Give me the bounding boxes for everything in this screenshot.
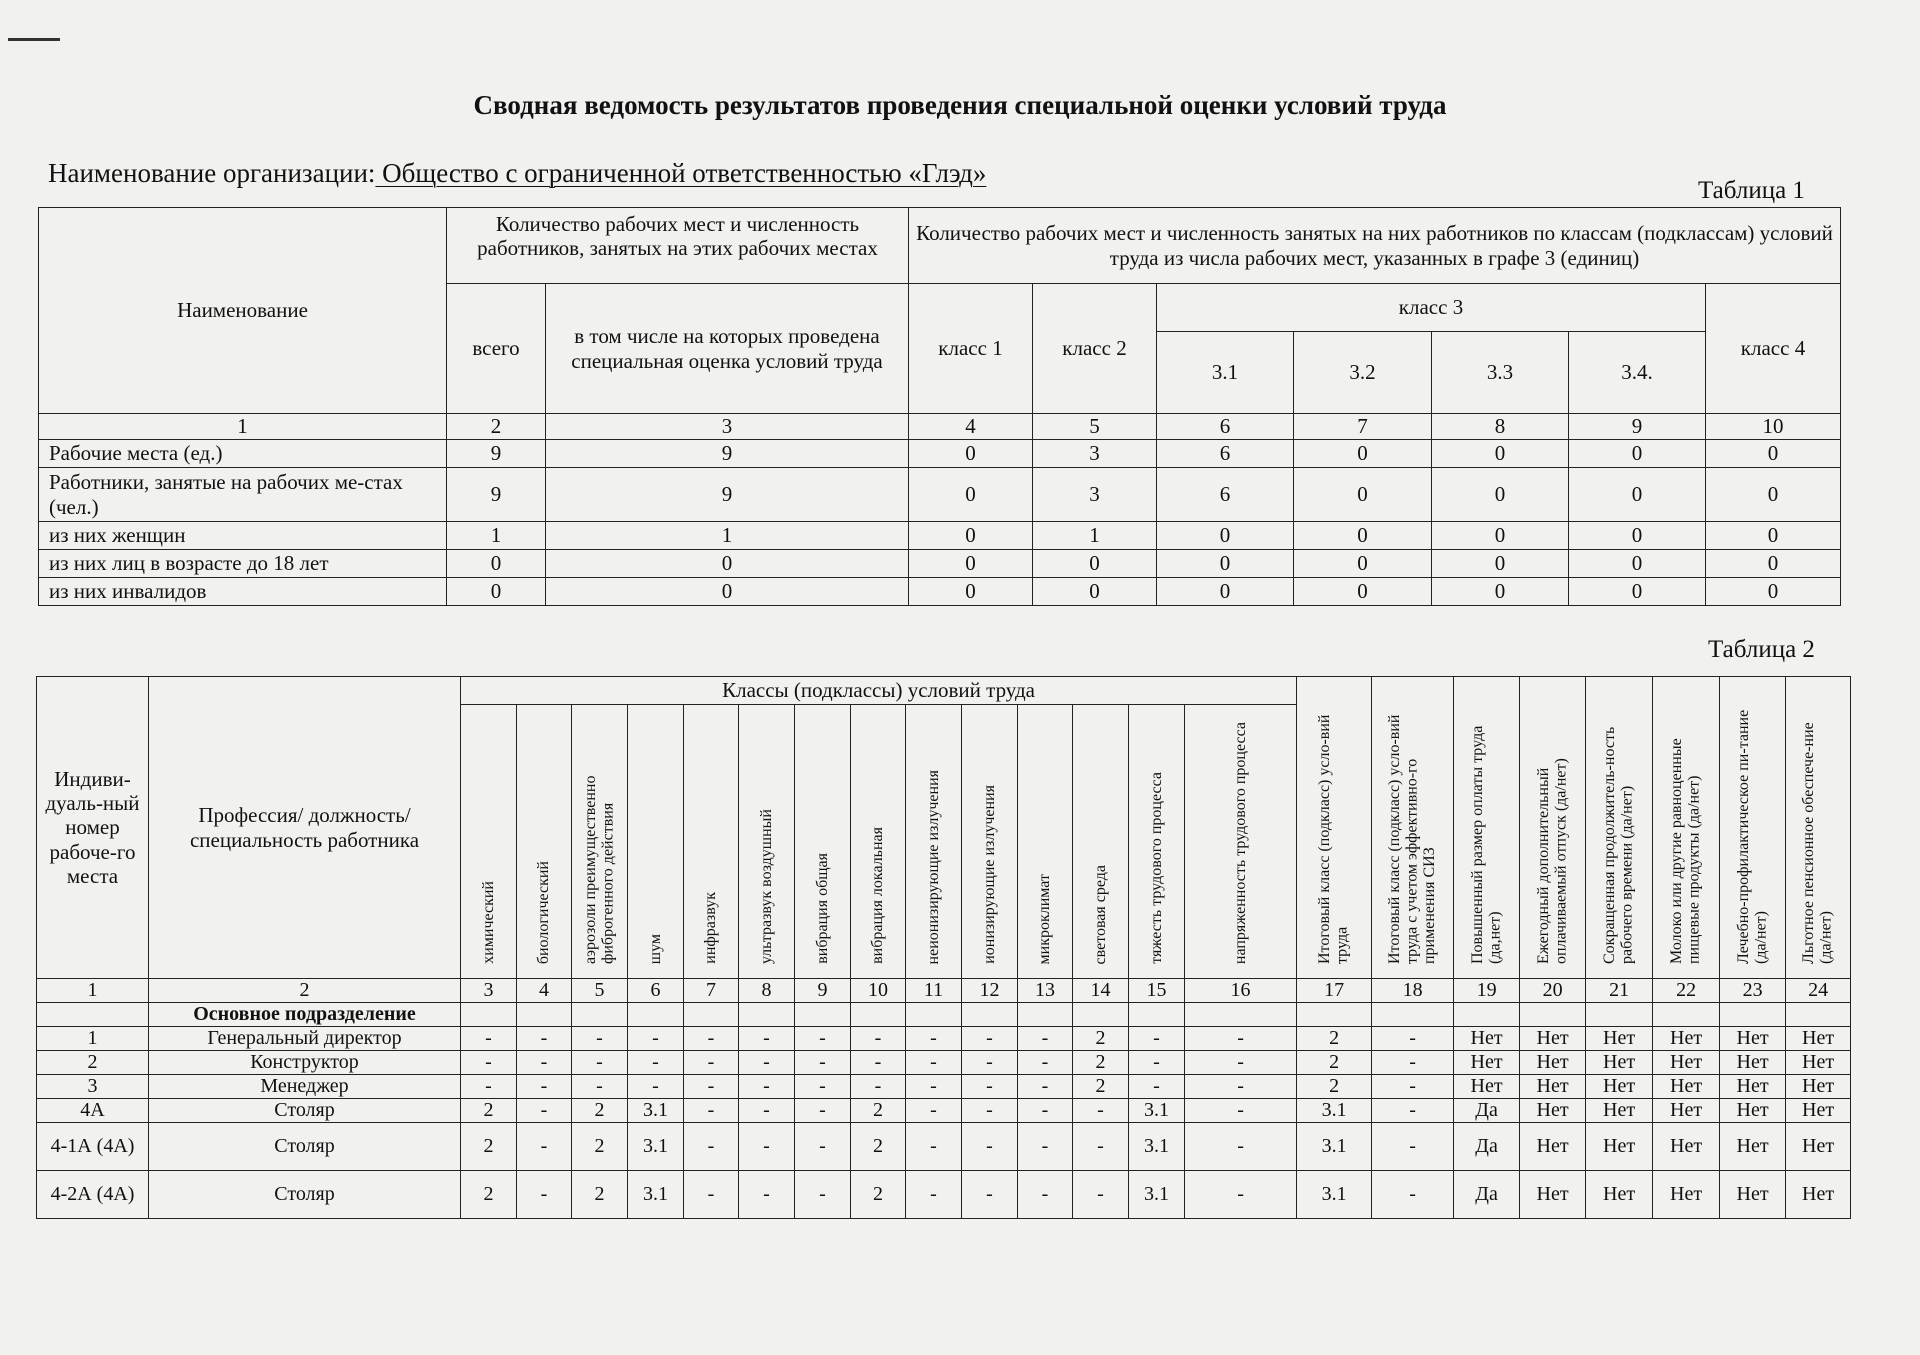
cell: 2 bbox=[461, 1171, 517, 1219]
cell: - bbox=[517, 1123, 572, 1171]
cell: 0 bbox=[1706, 522, 1841, 550]
cell: 0 bbox=[909, 440, 1033, 468]
cell: 0 bbox=[1294, 468, 1432, 522]
cell: Нет bbox=[1786, 1027, 1851, 1051]
col-number: 1 bbox=[39, 414, 447, 440]
cell: - bbox=[1185, 1075, 1297, 1099]
cell: - bbox=[906, 1027, 962, 1051]
table-row bbox=[37, 1075, 1851, 1099]
col-number: 4 bbox=[909, 414, 1033, 440]
cell: 9 bbox=[546, 468, 909, 522]
cell: 0 bbox=[447, 550, 546, 578]
cell: - bbox=[1372, 1051, 1454, 1075]
col-number: 10 bbox=[851, 979, 906, 1003]
cell: - bbox=[795, 1123, 851, 1171]
header-classes: Классы (подклассы) условий труда bbox=[461, 677, 1297, 705]
factor-infrasound: инфразвук bbox=[684, 705, 739, 979]
column-number-row bbox=[39, 414, 1841, 440]
header-classes-group: Количество рабочих мест и численность занятых на них работников по классам (подклассам) условий труда из числа рабочих мест, указанных в графе 3 (единиц) bbox=[909, 208, 1841, 284]
cell: 3.1 bbox=[1129, 1123, 1185, 1171]
cell: - bbox=[1073, 1171, 1129, 1219]
header-sub-3-4: 3.4. bbox=[1569, 332, 1706, 414]
cell: Нет bbox=[1520, 1051, 1586, 1075]
header-class2: класс 2 bbox=[1033, 284, 1157, 414]
col-number: 18 bbox=[1372, 979, 1454, 1003]
cell: 0 bbox=[1706, 440, 1841, 468]
table-row bbox=[39, 440, 1841, 468]
factor-ionizing: ионизирующие излучения bbox=[962, 705, 1018, 979]
profession-name: Менеджер bbox=[149, 1075, 461, 1099]
header-sub-3-2: 3.2 bbox=[1294, 332, 1432, 414]
cell: - bbox=[572, 1027, 628, 1051]
cell: - bbox=[1372, 1075, 1454, 1099]
cell: Нет bbox=[1586, 1075, 1653, 1099]
cell: - bbox=[461, 1051, 517, 1075]
cell: 0 bbox=[1157, 550, 1294, 578]
cell: 2 bbox=[1297, 1027, 1372, 1051]
cell: 0 bbox=[1706, 550, 1841, 578]
cell: - bbox=[684, 1123, 739, 1171]
cell: - bbox=[517, 1027, 572, 1051]
cell: 2 bbox=[461, 1099, 517, 1123]
cell: - bbox=[684, 1051, 739, 1075]
cell: 9 bbox=[447, 468, 546, 522]
cell: - bbox=[906, 1171, 962, 1219]
col-number: 17 bbox=[1297, 979, 1372, 1003]
cell: - bbox=[684, 1171, 739, 1219]
header-count-group: Количество рабочих мест и численность работников, занятых на этих рабочих местах bbox=[447, 208, 909, 284]
cell: - bbox=[684, 1027, 739, 1051]
cell: Нет bbox=[1786, 1123, 1851, 1171]
factor-lighting: световая среда bbox=[1073, 705, 1129, 979]
cell: Нет bbox=[1653, 1171, 1720, 1219]
cell: - bbox=[517, 1099, 572, 1123]
cell: Нет bbox=[1653, 1051, 1720, 1075]
column-number-row bbox=[37, 979, 1851, 1003]
cell: - bbox=[461, 1027, 517, 1051]
cell: - bbox=[795, 1099, 851, 1123]
cell: 1 bbox=[1033, 522, 1157, 550]
col-number: 13 bbox=[1018, 979, 1073, 1003]
cell: 2 bbox=[851, 1123, 906, 1171]
cell: 0 bbox=[1157, 578, 1294, 606]
cell: 0 bbox=[1432, 578, 1569, 606]
cell: 2 bbox=[1297, 1051, 1372, 1075]
cell: - bbox=[851, 1051, 906, 1075]
cell: Нет bbox=[1586, 1027, 1653, 1051]
factor-noise: шум bbox=[628, 705, 684, 979]
cell: - bbox=[739, 1027, 795, 1051]
header-assessed: в том числе на которых проведена специальная оценка условий труда bbox=[546, 284, 909, 414]
factor-intensity: напряженность трудового процесса bbox=[1185, 705, 1297, 979]
cell: 0 bbox=[1432, 522, 1569, 550]
col-number: 23 bbox=[1720, 979, 1786, 1003]
workplace-id: 2 bbox=[37, 1051, 149, 1075]
profession-name: Генеральный директор bbox=[149, 1027, 461, 1051]
cell: - bbox=[461, 1075, 517, 1099]
workplace-id: 4А bbox=[37, 1099, 149, 1123]
cell: - bbox=[572, 1051, 628, 1075]
col-number: 19 bbox=[1454, 979, 1520, 1003]
col-number: 3 bbox=[461, 979, 517, 1003]
cell: 0 bbox=[909, 522, 1033, 550]
cell: - bbox=[628, 1075, 684, 1099]
header-extra-leave: Ежегодный дополнительный оплачиваемый отпуск (да/нет) bbox=[1520, 677, 1586, 979]
workplace-id: 4-2А (4А) bbox=[37, 1171, 149, 1219]
factor-ultrasound: ультразвук воздушный bbox=[739, 705, 795, 979]
workplace-id: 1 bbox=[37, 1027, 149, 1051]
cell: Нет bbox=[1786, 1075, 1851, 1099]
cell: 0 bbox=[1569, 578, 1706, 606]
col-number: 4 bbox=[517, 979, 572, 1003]
header-milk: Молоко или другие равноценные пищевые продукты (да/нет) bbox=[1653, 677, 1720, 979]
cell: - bbox=[684, 1075, 739, 1099]
header-sub-3-1: 3.1 bbox=[1157, 332, 1294, 414]
factor-general-vibration: вибрация общая bbox=[795, 705, 851, 979]
cell: - bbox=[795, 1027, 851, 1051]
row-label: из них лиц в возрасте до 18 лет bbox=[39, 550, 447, 578]
cell: - bbox=[851, 1075, 906, 1099]
cell: - bbox=[1018, 1075, 1073, 1099]
header-class4: класс 4 bbox=[1706, 284, 1841, 414]
factor-severity: тяжесть трудового процесса bbox=[1129, 705, 1185, 979]
col-number: 2 bbox=[149, 979, 461, 1003]
cell: - bbox=[739, 1051, 795, 1075]
cell: - bbox=[1372, 1123, 1454, 1171]
cell: 0 bbox=[1294, 522, 1432, 550]
col-number: 22 bbox=[1653, 979, 1720, 1003]
header-class3: класс 3 bbox=[1157, 284, 1706, 332]
cell: - bbox=[962, 1123, 1018, 1171]
cell: - bbox=[1372, 1027, 1454, 1051]
cell: Нет bbox=[1720, 1099, 1786, 1123]
cell: - bbox=[739, 1075, 795, 1099]
cell: - bbox=[1018, 1051, 1073, 1075]
workplace-id: 3 bbox=[37, 1075, 149, 1099]
col-number: 3 bbox=[546, 414, 909, 440]
organization-line bbox=[48, 158, 986, 189]
cell: Нет bbox=[1454, 1075, 1520, 1099]
cell: - bbox=[962, 1027, 1018, 1051]
cell: Нет bbox=[1653, 1027, 1720, 1051]
table-row bbox=[37, 1171, 1851, 1219]
header-name: Наименование bbox=[39, 208, 447, 414]
cell: 3.1 bbox=[628, 1123, 684, 1171]
organization-name: Общество с ограниченной ответственностью «Глэд» bbox=[375, 158, 987, 188]
col-number: 14 bbox=[1073, 979, 1129, 1003]
cell: - bbox=[1185, 1171, 1297, 1219]
cell: 0 bbox=[1294, 550, 1432, 578]
cell: Нет bbox=[1520, 1075, 1586, 1099]
cell: - bbox=[628, 1027, 684, 1051]
cell: - bbox=[795, 1051, 851, 1075]
scan-mark bbox=[8, 38, 60, 41]
header-increased-pay: Повышенный размер оплаты труда (да,нет) bbox=[1454, 677, 1520, 979]
table-row bbox=[37, 1123, 1851, 1171]
summary-table bbox=[38, 207, 1841, 606]
cell: Нет bbox=[1520, 1123, 1586, 1171]
workplace-table bbox=[36, 676, 1851, 1219]
cell: 2 bbox=[1073, 1075, 1129, 1099]
cell: 3 bbox=[1033, 468, 1157, 522]
cell: Нет bbox=[1720, 1171, 1786, 1219]
cell: Нет bbox=[1653, 1099, 1720, 1123]
cell: Нет bbox=[1454, 1027, 1520, 1051]
col-number: 5 bbox=[1033, 414, 1157, 440]
factor-local-vibration: вибрация локальная bbox=[851, 705, 906, 979]
cell: - bbox=[517, 1171, 572, 1219]
table-row bbox=[39, 578, 1841, 606]
header-medical-nutrition: Лечебно-профилактическое пи-тание (да/нет) bbox=[1720, 677, 1786, 979]
cell: Нет bbox=[1520, 1099, 1586, 1123]
cell: Нет bbox=[1454, 1051, 1520, 1075]
cell: - bbox=[906, 1123, 962, 1171]
cell: Нет bbox=[1720, 1123, 1786, 1171]
cell: 3.1 bbox=[1297, 1123, 1372, 1171]
cell: - bbox=[1185, 1051, 1297, 1075]
cell: 2 bbox=[1297, 1075, 1372, 1099]
department-row bbox=[37, 1003, 1851, 1027]
table-row bbox=[37, 1051, 1851, 1075]
cell: Нет bbox=[1586, 1171, 1653, 1219]
cell: 0 bbox=[909, 578, 1033, 606]
header-workplace-id: Индиви-дуаль-ный номер рабоче-го места bbox=[37, 677, 149, 979]
cell: - bbox=[1073, 1099, 1129, 1123]
col-number: 8 bbox=[1432, 414, 1569, 440]
cell: Нет bbox=[1786, 1051, 1851, 1075]
cell: Нет bbox=[1586, 1051, 1653, 1075]
table2-label: Таблица 2 bbox=[1708, 636, 1815, 663]
cell: Нет bbox=[1786, 1099, 1851, 1123]
col-number: 6 bbox=[1157, 414, 1294, 440]
cell: - bbox=[1372, 1099, 1454, 1123]
cell: 0 bbox=[546, 578, 909, 606]
cell: 9 bbox=[447, 440, 546, 468]
cell: 9 bbox=[546, 440, 909, 468]
cell: - bbox=[906, 1099, 962, 1123]
cell: 2 bbox=[572, 1171, 628, 1219]
cell: - bbox=[1018, 1123, 1073, 1171]
cell: 6 bbox=[1157, 468, 1294, 522]
factor-aerosols: аэрозоли преимущественно фиброгенного действия bbox=[572, 705, 628, 979]
cell: - bbox=[739, 1099, 795, 1123]
cell: 2 bbox=[851, 1171, 906, 1219]
cell: 0 bbox=[1706, 578, 1841, 606]
cell: - bbox=[1018, 1027, 1073, 1051]
cell: - bbox=[517, 1075, 572, 1099]
cell: Да bbox=[1454, 1099, 1520, 1123]
row-label: из них инвалидов bbox=[39, 578, 447, 606]
cell: - bbox=[1185, 1027, 1297, 1051]
cell: 0 bbox=[909, 468, 1033, 522]
cell: 0 bbox=[1569, 468, 1706, 522]
cell: - bbox=[1129, 1051, 1185, 1075]
col-number: 6 bbox=[628, 979, 684, 1003]
table-row bbox=[37, 1099, 1851, 1123]
row-label: Рабочие места (ед.) bbox=[39, 440, 447, 468]
cell: Да bbox=[1454, 1171, 1520, 1219]
cell: - bbox=[962, 1075, 1018, 1099]
cell: - bbox=[906, 1051, 962, 1075]
cell: - bbox=[628, 1051, 684, 1075]
workplace-id: 4-1А (4А) bbox=[37, 1123, 149, 1171]
col-number: 20 bbox=[1520, 979, 1586, 1003]
col-number: 7 bbox=[684, 979, 739, 1003]
cell: 0 bbox=[1432, 550, 1569, 578]
col-number: 7 bbox=[1294, 414, 1432, 440]
cell: - bbox=[1129, 1075, 1185, 1099]
col-number: 11 bbox=[906, 979, 962, 1003]
cell: - bbox=[962, 1051, 1018, 1075]
col-number: 15 bbox=[1129, 979, 1185, 1003]
col-number: 9 bbox=[1569, 414, 1706, 440]
document-title: Сводная ведомость результатов проведения специальной оценки условий труда bbox=[473, 90, 1447, 120]
header-sub-3-3: 3.3 bbox=[1432, 332, 1569, 414]
row-label: из них женщин bbox=[39, 522, 447, 550]
col-number: 2 bbox=[447, 414, 546, 440]
cell: 2 bbox=[572, 1123, 628, 1171]
col-number: 21 bbox=[1586, 979, 1653, 1003]
cell: 1 bbox=[546, 522, 909, 550]
cell: Нет bbox=[1653, 1123, 1720, 1171]
cell: - bbox=[1018, 1171, 1073, 1219]
cell: Нет bbox=[1586, 1099, 1653, 1123]
cell: - bbox=[517, 1051, 572, 1075]
cell: 0 bbox=[1294, 578, 1432, 606]
cell: Нет bbox=[1586, 1123, 1653, 1171]
cell: 0 bbox=[1033, 550, 1157, 578]
empty-cell bbox=[37, 1003, 149, 1027]
header-profession: Профессия/ должность/ специальность работника bbox=[149, 677, 461, 979]
cell: Нет bbox=[1653, 1075, 1720, 1099]
cell: - bbox=[1185, 1099, 1297, 1123]
cell: 0 bbox=[1033, 578, 1157, 606]
cell: - bbox=[962, 1171, 1018, 1219]
organization-label: Наименование организации: bbox=[48, 158, 376, 188]
cell: 1 bbox=[447, 522, 546, 550]
header-class1: класс 1 bbox=[909, 284, 1033, 414]
cell: Нет bbox=[1720, 1075, 1786, 1099]
cell: 0 bbox=[1432, 468, 1569, 522]
profession-name: Столяр bbox=[149, 1171, 461, 1219]
cell: - bbox=[906, 1075, 962, 1099]
cell: - bbox=[1372, 1171, 1454, 1219]
cell: 6 bbox=[1157, 440, 1294, 468]
cell: 0 bbox=[447, 578, 546, 606]
profession-name: Столяр bbox=[149, 1099, 461, 1123]
cell: 0 bbox=[1294, 440, 1432, 468]
cell: Нет bbox=[1786, 1171, 1851, 1219]
row-label: Работники, занятые на рабочих ме-стах (чел.) bbox=[39, 468, 447, 522]
cell: Нет bbox=[1520, 1171, 1586, 1219]
cell: 3.1 bbox=[1129, 1099, 1185, 1123]
department-name: Основное подразделение bbox=[149, 1003, 461, 1027]
cell: - bbox=[572, 1075, 628, 1099]
cell: 3.1 bbox=[628, 1171, 684, 1219]
cell: 3.1 bbox=[1297, 1099, 1372, 1123]
factor-biological: биологический bbox=[517, 705, 572, 979]
cell: 0 bbox=[546, 550, 909, 578]
cell: 3.1 bbox=[628, 1099, 684, 1123]
col-number: 9 bbox=[795, 979, 851, 1003]
header-total: всего bbox=[447, 284, 546, 414]
cell: Нет bbox=[1720, 1027, 1786, 1051]
cell: 0 bbox=[1157, 522, 1294, 550]
cell: 3 bbox=[1033, 440, 1157, 468]
header-reduced-hours: Сокращенная продолжитель-ность рабочего времени (да/нет) bbox=[1586, 677, 1653, 979]
cell: - bbox=[739, 1123, 795, 1171]
col-number: 24 bbox=[1786, 979, 1851, 1003]
table1-label: Таблица 1 bbox=[1698, 177, 1805, 204]
cell: 0 bbox=[1706, 468, 1841, 522]
cell: - bbox=[795, 1171, 851, 1219]
table-row bbox=[39, 550, 1841, 578]
cell: - bbox=[1185, 1123, 1297, 1171]
cell: 0 bbox=[1569, 440, 1706, 468]
cell: 2 bbox=[572, 1099, 628, 1123]
factor-microclimate: микроклимат bbox=[1018, 705, 1073, 979]
col-number: 1 bbox=[37, 979, 149, 1003]
cell: 0 bbox=[1432, 440, 1569, 468]
cell: Нет bbox=[1720, 1051, 1786, 1075]
cell: - bbox=[684, 1099, 739, 1123]
cell: - bbox=[1073, 1123, 1129, 1171]
col-number: 8 bbox=[739, 979, 795, 1003]
cell: - bbox=[739, 1171, 795, 1219]
col-number: 16 bbox=[1185, 979, 1297, 1003]
cell: 0 bbox=[909, 550, 1033, 578]
header-final-class: Итоговый класс (подкласс) усло-вий труда bbox=[1297, 677, 1372, 979]
col-number: 10 bbox=[1706, 414, 1841, 440]
table-row bbox=[39, 522, 1841, 550]
cell: 2 bbox=[851, 1099, 906, 1123]
profession-name: Столяр bbox=[149, 1123, 461, 1171]
cell: 0 bbox=[1569, 550, 1706, 578]
factor-nonionizing: неионизирующие излучения bbox=[906, 705, 962, 979]
cell: 2 bbox=[1073, 1051, 1129, 1075]
profession-name: Конструктор bbox=[149, 1051, 461, 1075]
cell: - bbox=[851, 1027, 906, 1051]
col-number: 5 bbox=[572, 979, 628, 1003]
cell: - bbox=[1129, 1027, 1185, 1051]
header-final-class-siz: Итоговый класс (подкласс) усло-вий труда с учетом эффективно-го применения СИЗ bbox=[1372, 677, 1454, 979]
cell: 0 bbox=[1569, 522, 1706, 550]
cell: 3.1 bbox=[1297, 1171, 1372, 1219]
cell: Да bbox=[1454, 1123, 1520, 1171]
cell: Нет bbox=[1520, 1027, 1586, 1051]
cell: 2 bbox=[461, 1123, 517, 1171]
table-row bbox=[39, 468, 1841, 522]
cell: 3.1 bbox=[1129, 1171, 1185, 1219]
table-row bbox=[37, 1027, 1851, 1051]
cell: 2 bbox=[1073, 1027, 1129, 1051]
header-pension: Льготное пенсионное обеспече-ние (да/нет) bbox=[1786, 677, 1851, 979]
cell: - bbox=[1018, 1099, 1073, 1123]
col-number: 12 bbox=[962, 979, 1018, 1003]
cell: - bbox=[795, 1075, 851, 1099]
cell: - bbox=[962, 1099, 1018, 1123]
factor-chemical: химический bbox=[461, 705, 517, 979]
